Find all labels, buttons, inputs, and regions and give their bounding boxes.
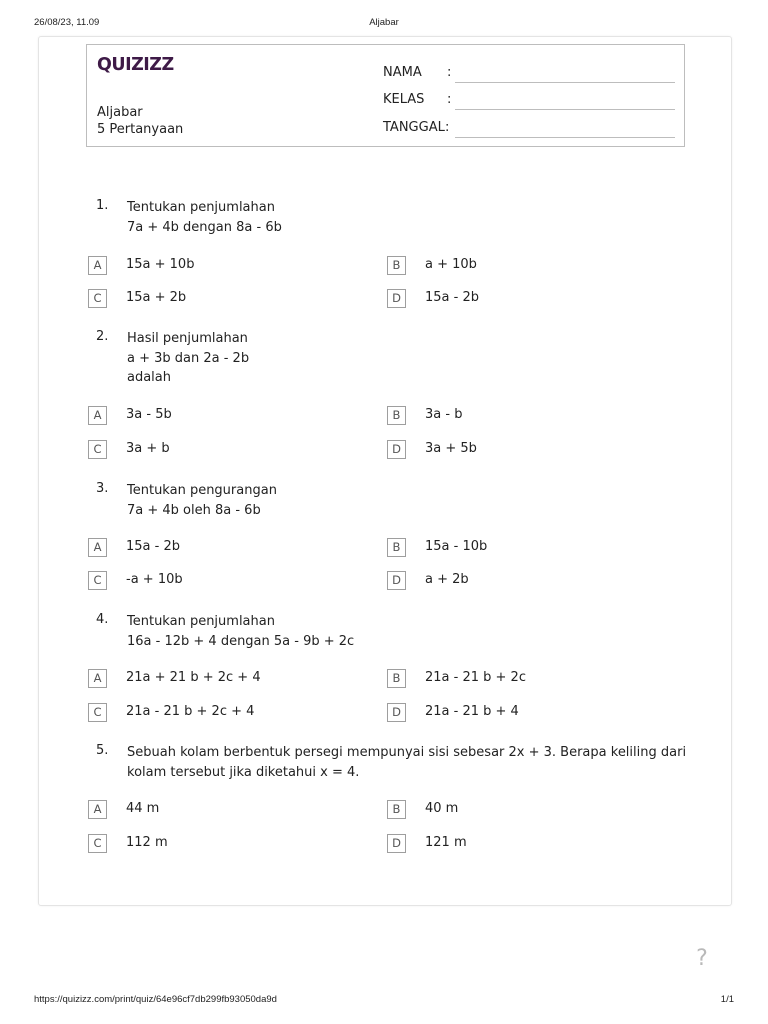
- field-colon: :: [445, 120, 450, 135]
- question-number: 2.: [96, 329, 109, 344]
- question-mark-icon[interactable]: ?: [696, 946, 708, 971]
- option-letter: C: [88, 289, 107, 308]
- field-kelas: [383, 92, 675, 112]
- option-text: 21a - 21 b + 2c: [425, 670, 526, 685]
- option-letter: D: [387, 571, 406, 590]
- option-text: 3a - 5b: [126, 407, 172, 422]
- question-number: 3.: [96, 481, 109, 496]
- option-text: -a + 10b: [126, 572, 183, 587]
- option-text: 3a + b: [126, 441, 170, 456]
- option-letter: A: [88, 406, 107, 425]
- question-number: 4.: [96, 612, 109, 627]
- student-info-box: [86, 44, 685, 147]
- worksheet: [38, 36, 732, 906]
- question-text: [127, 198, 676, 237]
- field-colon: :: [447, 92, 452, 107]
- question-count: 5 Pertanyaan: [97, 122, 184, 137]
- option-text: 15a + 10b: [126, 257, 195, 272]
- option-letter: D: [387, 440, 406, 459]
- option-text: 3a - b: [425, 407, 463, 422]
- option-text: a + 2b: [425, 572, 469, 587]
- option-letter: B: [387, 669, 406, 688]
- question-line: a + 3b dan 2a - 2b: [127, 350, 250, 366]
- print-datetime: 26/08/23, 11.09: [34, 17, 100, 28]
- option-text: 40 m: [425, 801, 459, 816]
- field-label: TANGGAL: [383, 120, 445, 135]
- field-tanggal: [383, 120, 675, 140]
- option-text: 15a - 2b: [126, 539, 180, 554]
- option-letter: C: [88, 440, 107, 459]
- question-number: 5.: [96, 743, 109, 758]
- question-line: adalah: [127, 370, 172, 385]
- option-letter: D: [387, 703, 406, 722]
- question-line: kolam tersebut jika diketahui x = 4.: [127, 764, 360, 780]
- quizizz-logo: [97, 53, 175, 75]
- field-colon: :: [447, 65, 452, 80]
- question-number: 1.: [96, 198, 109, 213]
- option-letter: A: [88, 538, 107, 557]
- option-letter: C: [88, 834, 107, 853]
- question-line: Tentukan penjumlahan: [127, 200, 275, 215]
- question-line: Sebuah kolam berbentuk persegi mempunyai sisi sebesar 2x + 3. Berapa keliling dari: [127, 745, 687, 760]
- field-line: [455, 137, 675, 138]
- question-line: 16a - 12b + 4 dengan 5a - 9b + 2c: [127, 633, 355, 649]
- option-text: 112 m: [126, 835, 168, 850]
- field-label: KELAS: [383, 92, 425, 107]
- option-text: 15a + 2b: [126, 290, 187, 305]
- option-text: 21a + 21 b + 2c + 4: [126, 670, 261, 685]
- question-text: [127, 481, 676, 520]
- svg-text:QUIZIZZ: QUIZIZZ: [97, 55, 174, 75]
- option-text: a + 10b: [425, 257, 477, 272]
- question-line: 7a + 4b oleh 8a - 6b: [127, 502, 261, 518]
- option-letter: B: [387, 406, 406, 425]
- option-letter: B: [387, 800, 406, 819]
- question-text: [127, 329, 676, 388]
- field-line: [455, 82, 675, 83]
- quiz-title: Aljabar: [97, 105, 143, 120]
- field-nama: [383, 65, 675, 85]
- question-text: [127, 743, 687, 782]
- question-line: Tentukan penjumlahan: [127, 614, 275, 629]
- field-label: NAMA: [383, 65, 422, 80]
- option-text: 21a - 21 b + 2c + 4: [126, 704, 255, 719]
- option-letter: B: [387, 538, 406, 557]
- option-letter: C: [88, 571, 107, 590]
- option-text: 44 m: [126, 801, 160, 816]
- print-title: Aljabar: [369, 17, 399, 28]
- option-letter: C: [88, 703, 107, 722]
- question-line: Hasil penjumlahan: [127, 331, 248, 346]
- option-letter: B: [387, 256, 406, 275]
- question-text: [127, 612, 676, 651]
- option-letter: D: [387, 289, 406, 308]
- option-text: 121 m: [425, 835, 467, 850]
- print-page-number: 1/1: [720, 994, 734, 1005]
- option-text: 15a - 2b: [425, 290, 479, 305]
- question-line: 7a + 4b dengan 8a - 6b: [127, 219, 282, 235]
- print-url: https://quizizz.com/print/quiz/64e96cf7db299fb93050da9d: [34, 994, 277, 1005]
- option-letter: A: [88, 800, 107, 819]
- option-letter: A: [88, 256, 107, 275]
- field-line: [455, 109, 675, 110]
- option-text: 21a - 21 b + 4: [425, 704, 519, 719]
- option-text: 15a - 10b: [425, 539, 488, 554]
- print-header: [34, 17, 734, 31]
- question-line: Tentukan pengurangan: [127, 483, 277, 498]
- option-letter: A: [88, 669, 107, 688]
- option-letter: D: [387, 834, 406, 853]
- print-footer: [34, 994, 734, 1008]
- option-text: 3a + 5b: [425, 441, 477, 456]
